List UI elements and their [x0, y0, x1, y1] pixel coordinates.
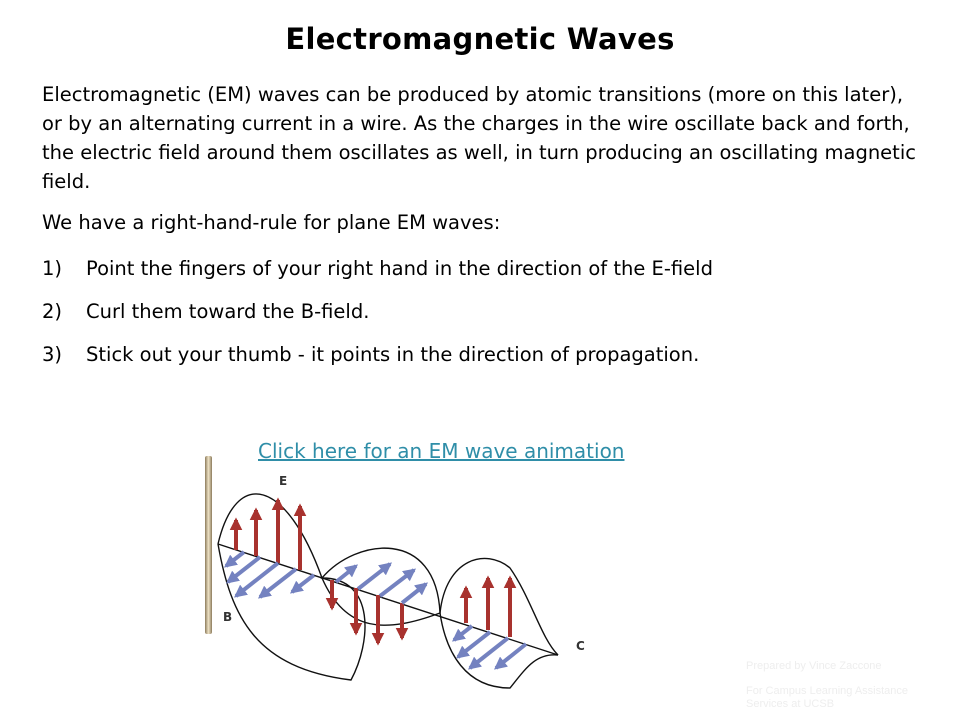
b-field-label: B: [223, 610, 233, 624]
intro-paragraph: Electromagnetic (EM) waves can be produced by atomic transitions (more on this later), or by an alternating current in a wire. As the charges in the wire oscillate back and forth, the electric field around them oscillates as well, in turn producing an oscillating magnetic field.: [42, 83, 916, 193]
antenna-wire: [205, 456, 212, 634]
step-text: Point the fingers of your right hand in the direction of the E-field: [86, 257, 713, 280]
step-number: 3): [42, 343, 63, 366]
slide-title: Electromagnetic Waves: [285, 22, 675, 56]
step-text: Stick out your thumb - it points in the direction of propagation.: [86, 343, 700, 366]
step-number: 1): [42, 257, 63, 280]
step-number: 2): [42, 300, 63, 323]
propagation-label: C: [576, 639, 585, 653]
step-text: Curl them toward the B-field.: [86, 300, 370, 323]
e-field-wave: [218, 494, 558, 655]
rule-intro: We have a right-hand-rule for plane EM waves:: [42, 211, 501, 234]
em-wave-diagram: [196, 448, 616, 698]
em-wave-animation-link[interactable]: Click here for an EM wave animation: [258, 439, 625, 463]
e-field-arrows: [236, 500, 510, 643]
credit-author: Prepared by Vince Zaccone: [746, 660, 882, 672]
e-field-label: E: [279, 474, 288, 488]
credit-organization: For Campus Learning Assistance Services at UCSB: [746, 685, 909, 710]
